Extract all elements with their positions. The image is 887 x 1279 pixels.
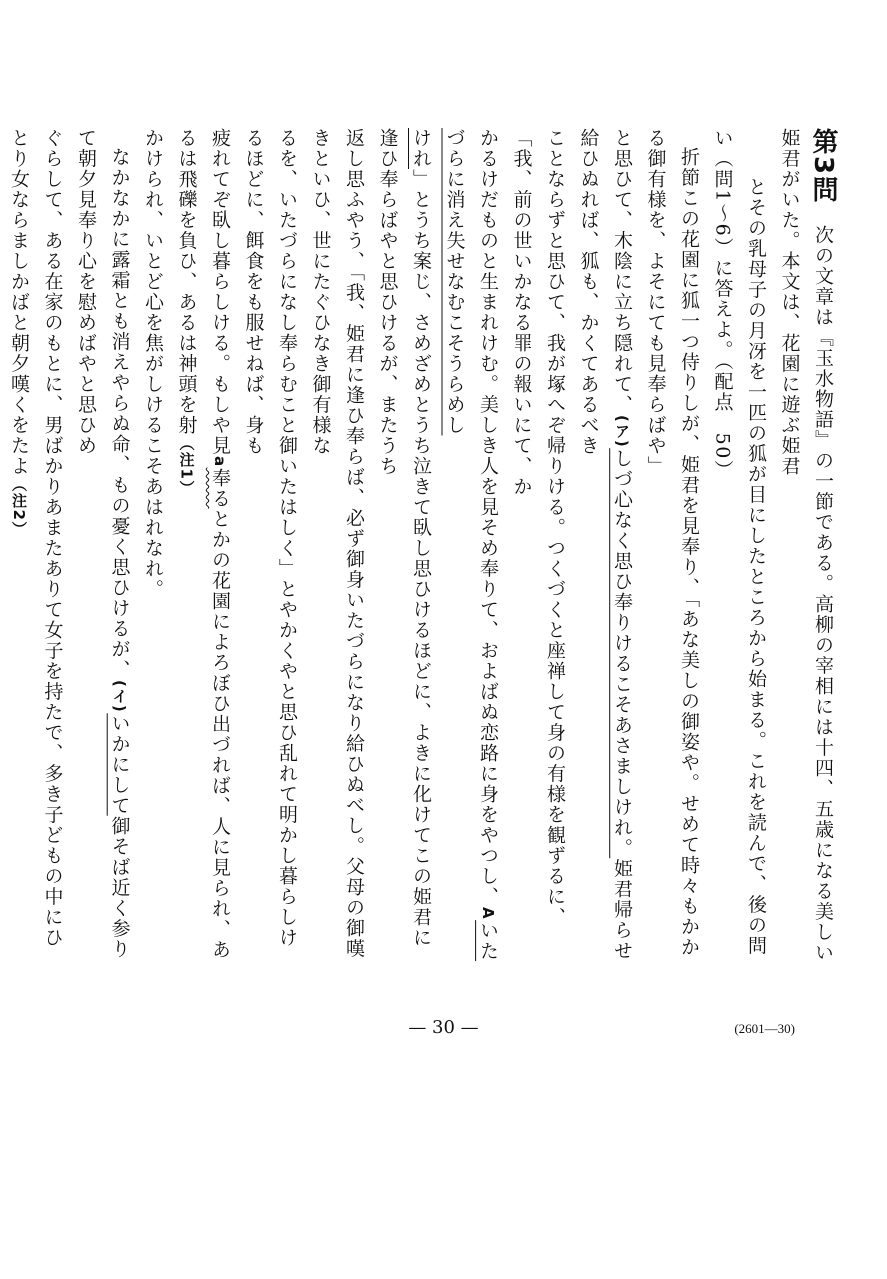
question-title: 第3問: [808, 128, 838, 205]
page-number: — 30 —: [408, 1017, 479, 1038]
paragraph-1-col-4: かるけだものと生まれけむ。美しき人を見そめ奉りて、およばぬ恋路に身をやつし、Aいたづらに消え失せなむこそうらめし: [443, 128, 499, 962]
paragraph-1-col-1: 折節この花園に狐一つ侍りしが、姫君を見奉り、「あな美しの御姿や。せめて時々もかかる御有様を、よそにても見奉らばや」: [644, 128, 700, 958]
underline-A-cont: けれ: [410, 128, 432, 169]
paragraph-2-col-2: ぐらして、ある在家のもとに、男ばかりあまたありて女子を持たで、多き子どもの中にひとり女ならましかばと朝夕嘆くをたよ（注2）: [8, 128, 64, 948]
intro-line-1: 第3問 次の文章は『玉水物語』の一節である。高柳の宰相には十四、五歳になる美しい姫君がいた。本文は、花園に遊ぶ姫君: [778, 128, 838, 963]
paragraph-1-col-9: かけられ、いとど心を焦がしけるこそあはれなれ。: [142, 128, 164, 600]
paragraph-2-col-3: [0, 128, 2, 968]
paragraph-1-col-2: と思ひて、木陰に立ち隠れて、(ア)しづ心なく思ひ奉りけるこそあさましけれ。姫君帰らせ給ひぬれば、狐も、かくてあるべき: [577, 128, 633, 961]
vertical-text-body: [8, 128, 839, 968]
intro-line-2: とその乳母子の月冴を一匹の狐が目にしたところから始まる。これを読んで、後の問い（問1〜6）に答えよ。（配点 50）: [711, 128, 767, 957]
mark-i-label: (イ): [110, 680, 129, 714]
note-2: （注2）: [10, 476, 28, 538]
underline-i: いかにして: [108, 713, 131, 816]
underline-a: しづ心なく思ひ奉りけるこそあさましけれ。: [611, 448, 633, 859]
paragraph-1-col-3: ことならずと思ひて、我が塚へぞ帰りける。つくづくと座禅して身の有様を観ずるに、「我、前の世いかなる罪の報いにて、か: [510, 128, 566, 928]
paragraph-1-col-5: けれ」とうち案じ、さめざめとうち泣きて臥し思ひけるほどに、よきに化けてこの姫君に逢ひ奉らばやと思ひけるが、またうち: [376, 128, 432, 948]
underline-A: いたづらに消え失せなむこそうらめし: [443, 128, 499, 962]
paragraph-1-col-6: 返し思ふやう、「我、姫君に逢ひ奉らば、必ず御身いたづらになり給ひぬべし。父母の御嘆きといひ、世にたぐひなき御有様な: [309, 128, 365, 959]
mark-A: A: [479, 907, 497, 921]
mark-a-wavy-label: a: [211, 456, 229, 468]
paragraph-1-col-8: 疲れてぞ臥し暮らしける。もしや見a奉るとかの花園によろぼひ出づれば、人に見られ、あるは飛礫を負ひ、あるは神頭を射（注1）: [175, 128, 231, 960]
paragraph-1-col-7: るを、いたづらになし奉らむこと御いたはしく」とやかくやと思ひ乱れて明かし暮らしけるほどに、餌食をも服せねば、身も: [242, 128, 298, 948]
wavy-a: 奉る: [209, 467, 231, 509]
mark-a-label: (ア): [613, 415, 631, 449]
paragraph-2-col-1: なかなかに露霜とも消えやらぬ命、もの憂く思ひけるが、(イ)いかにして御そば近く参りて朝夕見奉り心を慰めばやと思ひめ: [75, 128, 131, 960]
note-1: （注1）: [177, 435, 196, 497]
page-code: (2601—30): [734, 1021, 795, 1036]
